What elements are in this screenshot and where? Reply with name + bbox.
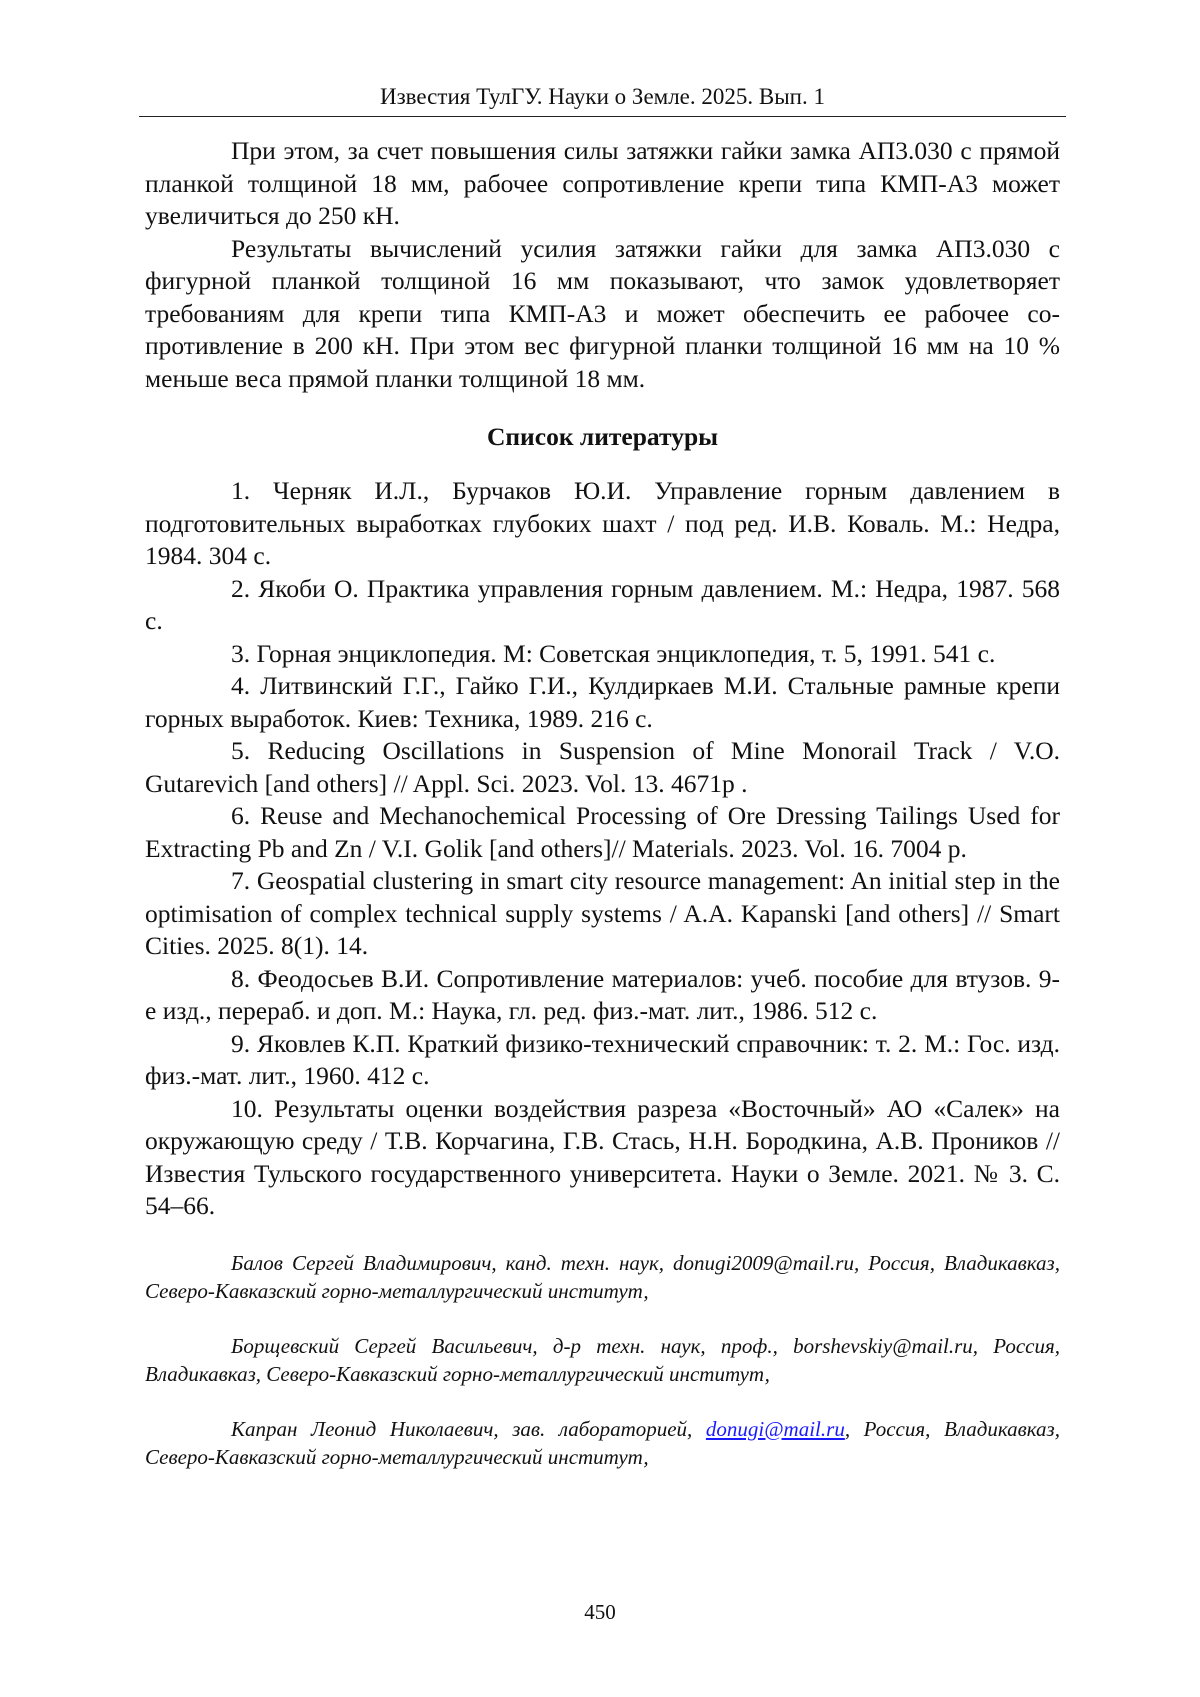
author-entry <box>145 1415 1060 1471</box>
body-paragraph: При этом, за счет повышения силы затяжки гайки замка АП3.030 с прямой планкой толщиной 18 мм, рабочее сопротивление крепи типа КМП-А3 может увеличиться до 250 кН. <box>145 136 1060 230</box>
running-head: Известия ТулГУ. Науки о Земле. 2025. Вып. 1 <box>139 82 1066 117</box>
body-paragraph: Результаты вычислений усилия затяжки гайки для замка АП3.030 с фигурной планкой толщиной 16 мм показывают, что замок удовлетворяет требованиям для крепи типа КМП-А3 и может обеспечить ее рабочее сопротивление в 200 кН. При этом вес фигурной планки толщиной 16 мм на 10 % меньше веса прямой планки толщиной 18 мм. <box>145 233 1060 393</box>
page-number: 450 <box>584 1600 616 1624</box>
reference-item: 7. Geospatial clustering in smart city resource management: An initial step in the optimisation of complex technical supply systems / A.A. Kapanski [and others] // Smart Cities. 2025. 8(1). 14. <box>145 866 1060 960</box>
reference-item: 3. Горная энциклопедия. М: Советская энциклопедия, т. 5, 1991. 541 с. <box>231 638 996 668</box>
reference-item: 2. Якоби О. Практика управления горным давлением. М.: Недра, 1987. 568 с. <box>145 573 1060 635</box>
reference-item: 5. Reducing Oscillations in Suspension of Mine Monorail Track / V.O. Gutarevich [and others] // Appl. Sci. 2023. Vol. 13. 4671р . <box>145 736 1060 798</box>
reference-item: 1. Черняк И.Л., Бурчаков Ю.И. Управление горным давлением в подготовительных выработках глубоких шахт / под ред. И.В. Коваль. М.: Недра, 1984. 304 с. <box>145 476 1060 570</box>
author-entry: Борщевский Сергей Васильевич, д-р техн. наук, проф., borshevskiy@mail.ru, Россия, Владикавказ, Северо-Кавказский горно-металлургический институт, <box>145 1333 1060 1386</box>
page-content <box>145 82 1060 1498</box>
author-entry-text: Капран Леонид Николаевич, зав. лабораторией, <box>231 1416 706 1441</box>
body-text <box>145 135 1060 395</box>
reference-item: 9. Яковлев К.П. Краткий физико-технический справочник: т. 2. М.: Гос. изд. физ.-мат. лит., 1960. 412 с. <box>145 1028 1060 1090</box>
reference-item: 8. Феодосьев В.И. Сопротивление материалов: учеб. пособие для втузов. 9-е изд., перераб. и доп. М.: Наука, гл. ред. физ.-мат. лит., 1986. 512 с. <box>145 963 1060 1025</box>
reference-item: 6. Reuse and Mechanochemical Processing of Ore Dressing Tailings Used for Extracting Pb and Zn / V.I. Golik [and others]// Materials. 2023. Vol. 16. 7004 р. <box>145 801 1060 863</box>
author-entry: Балов Сергей Владимирович, канд. техн. наук, donugi2009@mail.ru, Россия, Владикавказ, Северо-Кавказский горно-металлургический институт, <box>145 1250 1060 1303</box>
reference-item: 4. Литвинский Г.Г., Гайко Г.И., Кулдиркаев М.И. Стальные рамные крепи горных выработок. Киев: Техника, 1989. 216 с. <box>145 671 1060 733</box>
author-entry-text: , Россия, Владикавказ, Северо-Кавказский горно-металлургический институт, <box>145 1416 1061 1469</box>
email-link[interactable]: donugi@mail.ru <box>705 1416 845 1441</box>
references-title: Список литературы <box>486 422 719 451</box>
reference-item: 10. Результаты оценки воздействия разреза «Восточный» АО «Салек» на окружающую среду / Т.В. Корчагина, Г.В. Стась, Н.Н. Бородкина, А.В. Проников // Известия Тульского государственного университета. Науки о Земле. 2021. № 3. С. 54–66. <box>145 1093 1060 1220</box>
reference-list <box>145 475 1060 1223</box>
author-info <box>145 1249 1060 1471</box>
